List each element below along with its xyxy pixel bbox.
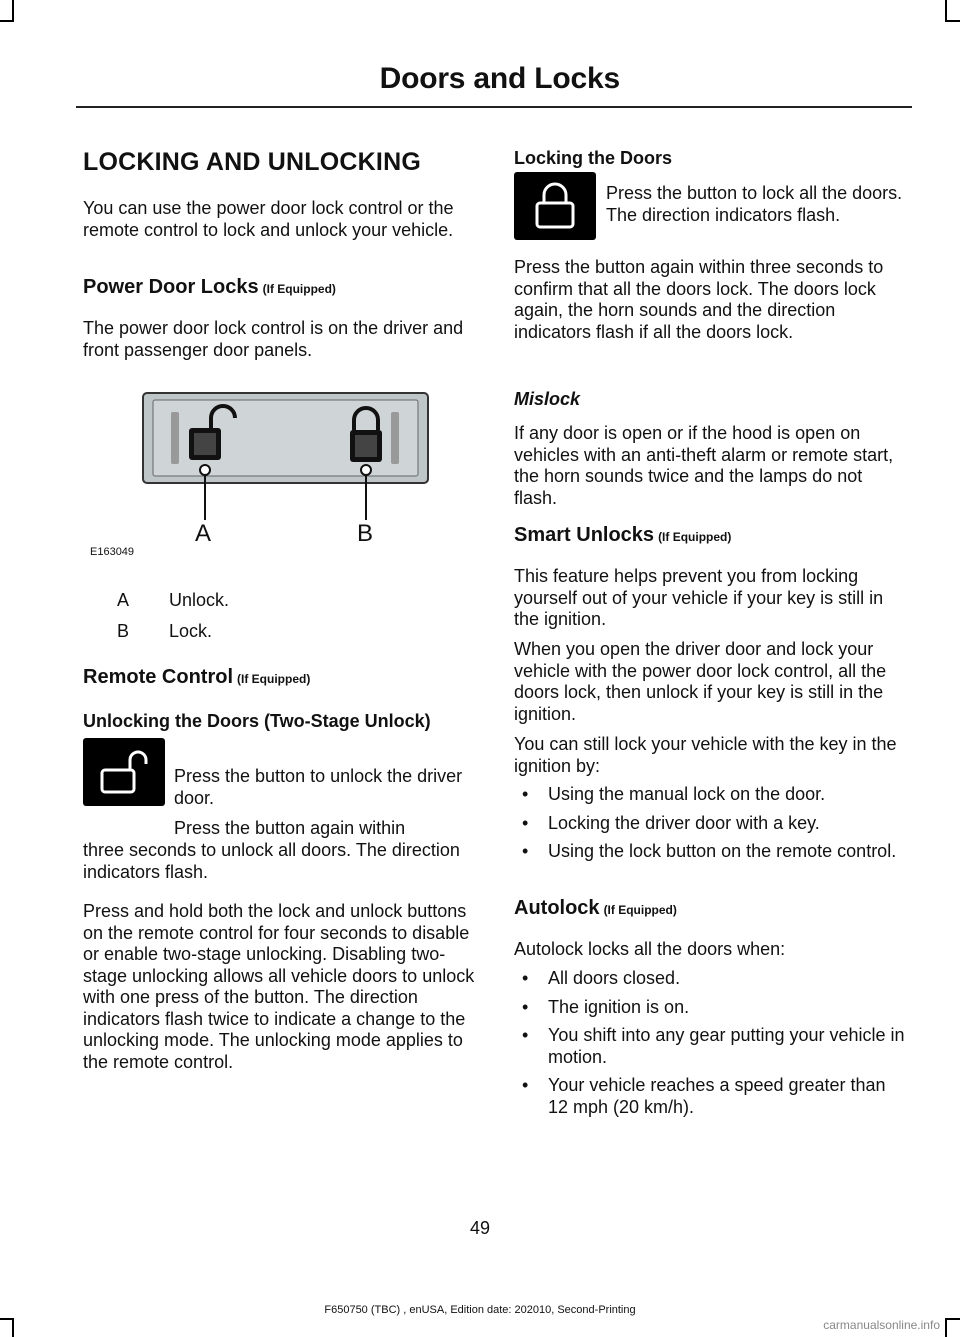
unlock-icon [96, 748, 152, 796]
smart-paragraph-1: This feature helps prevent you from locking yourself out of your vehicle if your key is still in the ignition. [514, 566, 884, 629]
door-lock-panel-illustration [83, 390, 475, 570]
intro-paragraph: You can use the power door lock control or the remote control to lock and unlock your vehicle. [83, 198, 454, 240]
list-item: • Using the lock button on the remote control. [514, 841, 908, 863]
list-item: • Using the manual lock on the door. [514, 784, 908, 806]
smart-paragraph-3: You can still lock your vehicle with the key in the ignition by: [514, 734, 897, 776]
power-tag: (If Equipped) [262, 282, 336, 296]
mislock-paragraph: If any door is open or if the hood is open on vehicles with an anti-theft alarm or remote start, the horn sounds twice and the lamps do not flash. [514, 423, 894, 508]
unlock-button-icon [83, 738, 165, 806]
watermark: carmanualsonline.info [823, 1318, 940, 1332]
autolock-heading [514, 897, 908, 920]
list-item: • All doors closed. [514, 968, 908, 990]
crop-mark [945, 1318, 947, 1337]
edition-line: F650750 (TBC) , enUSA, Edition date: 202010, Second-Printing [324, 1304, 636, 1316]
list-item: • You shift into any gear putting your vehicle in motion. [514, 1025, 908, 1068]
autolock-tag: (If Equipped) [603, 903, 677, 917]
figure-label-a: A [195, 520, 212, 547]
lock-heading: Locking the Doors [514, 148, 673, 168]
unlock-paragraph-2b: three seconds to unlock all doors. The direction indicators flash. [83, 840, 460, 882]
legend-text: Lock. [169, 621, 213, 641]
remote-tag: (If Equipped) [237, 672, 311, 686]
list-item: • Locking the driver door with a key. [514, 813, 908, 835]
smart-bullet-list [514, 784, 908, 870]
legend-letter: A [117, 590, 130, 610]
smart-heading [514, 524, 908, 547]
power-paragraph: The power door lock control is on the driver and front passenger door panels. [83, 318, 464, 360]
autolock-paragraph: Autolock locks all the doors when: [514, 939, 786, 959]
autolock-bullet-list [514, 968, 908, 1125]
list-item: • The ignition is on. [514, 997, 908, 1019]
mislock-heading: Mislock [514, 389, 581, 409]
smart-paragraph-2: When you open the driver door and lock your vehicle with the power door lock control, all the doors lock, then unlock if your key is still in the ignition. [514, 639, 887, 724]
crop-mark [945, 0, 947, 20]
smart-tag: (If Equipped) [658, 530, 732, 544]
page-number: 49 [469, 1218, 491, 1238]
unlock-paragraph-2a: Press the button again within [174, 818, 406, 838]
crop-mark [0, 20, 14, 22]
page-title: Doors and Locks [379, 62, 620, 95]
lock-paragraph-1: Press the button to lock all the doors. The direction indicators flash. [606, 183, 903, 225]
figure-id: E163049 [90, 546, 135, 558]
autolock-heading-text: Autolock [514, 897, 600, 919]
unlock-heading: Unlocking the Doors (Two-Stage Unlock) [83, 711, 431, 731]
legend-letter: B [117, 621, 130, 641]
unlock-paragraph-1: Press the button to unlock the driver door. [174, 766, 463, 808]
remote-heading-text: Remote Control [83, 666, 233, 688]
power-heading [83, 276, 475, 299]
remote-heading [83, 666, 475, 689]
door-lock-figure [83, 390, 475, 570]
crop-mark [12, 0, 14, 20]
figure-label-b: B [357, 520, 374, 547]
crop-mark [945, 1318, 960, 1320]
crop-mark [945, 20, 960, 22]
header-rule [76, 106, 912, 108]
smart-heading-text: Smart Unlocks [514, 524, 655, 546]
section-heading: LOCKING AND UNLOCKING [83, 148, 421, 176]
list-item: • Your vehicle reaches a speed greater than 12 mph (20 km/h). [514, 1075, 908, 1118]
crop-mark [12, 1318, 14, 1337]
lock-paragraph-2: Press the button again within three seconds to confirm that all the doors lock. The doors lock again, the horn sounds and the direction indicators flash if all the doors lock. [514, 257, 884, 342]
power-heading-text: Power Door Locks [83, 276, 259, 298]
lock-icon [527, 181, 583, 231]
lock-button-icon [514, 172, 596, 240]
unlock-paragraph-3: Press and hold both the lock and unlock buttons on the remote control for four seconds to disable or enable two-stage unlocking. Disabling two-stage unlocking allows all vehicle doors to unlock with one press of the button. The direction indicators flash twice to indicate a change to the unlocking mode. The unlocking mode applies to the remote control. [83, 901, 475, 1072]
legend-text: Unlock. [169, 590, 230, 610]
